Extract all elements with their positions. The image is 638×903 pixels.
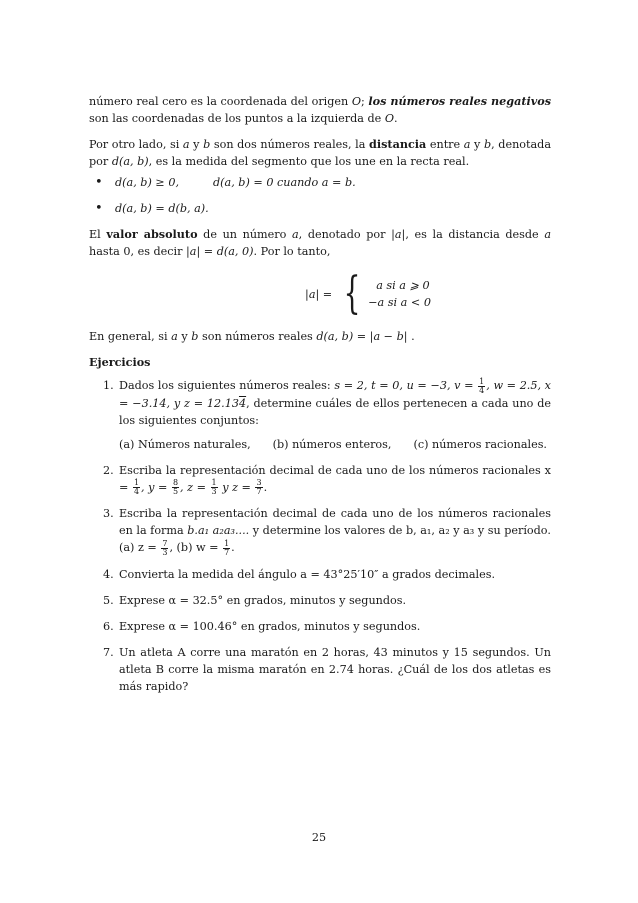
text: , es la medida del segmento que los une en la recta real. [148,155,470,168]
math-var: a [544,228,551,241]
math-var: b [203,138,211,151]
exercise-text: Un atleta A corre una maratón en 2 horas, 43 minutos y 15 segundos. Un atleta B corre la misma maratón en 2.74 horas. ¿Cuál de los dos atletas es más rapido? [119,645,551,693]
math-expr: d(a, b) = |a − b| [316,330,408,343]
exercise-item [89,592,551,609]
fraction: $\frac{1}{3}$ [211,478,217,496]
exercise-item [89,462,551,497]
subpart-a: (a) z = [119,541,161,554]
exercise-item [89,644,551,695]
text: y determine los valores de b, a₁, a₂ y a₃ y su período. [249,524,551,537]
text: Escriba la representación decimal de cada uno de los números racionales x = [119,463,551,494]
text: número real cero es la coordenada del origen [89,95,352,108]
exercise-number: 7. [103,645,114,659]
exercise-item [89,566,551,583]
text: Por otro lado, si [89,138,183,151]
subpart-b: , (b) w = [169,541,223,554]
exercise-number: 6. [103,619,114,633]
text: hasta 0, es decir [89,245,187,258]
distance-properties-list [89,174,551,217]
text: , es la distancia desde [405,228,545,241]
math-expr: s = 2, t = 0, u = −3, v = [334,379,478,392]
intro-paragraph [89,93,551,127]
exercise-text: Exprese α = 32.5° en grados, minutos y segundos. [119,593,407,607]
math-var: b [191,330,199,343]
text: . [263,480,268,494]
text: entre [426,138,464,151]
repeating-digit: 4 [238,396,247,410]
exercise-number: 2. [103,463,114,477]
term-absolute-value: valor absoluto [106,227,198,241]
text: son números reales [198,330,317,343]
left-brace: { [343,268,361,319]
case-negative: −a si a < 0 [368,296,431,309]
math-expr: |a| = d(a, 0) [186,245,254,258]
math-expr: |a| [391,228,406,241]
math-var: a [171,330,178,343]
exercise-text: Convierta la medida del ángulo a = 43°25′10″ a grados decimales. [119,567,496,581]
absolute-value-paragraph [89,226,551,260]
math-var: O [351,95,362,108]
general-distance-paragraph [89,328,551,345]
case-nonnegative: a si a ⩾ 0 [376,279,430,292]
math-expr: b.a₁ a₂a₃.... [187,524,250,537]
math-expr: , z = [180,480,210,494]
list-item [89,174,551,191]
term-distance: distancia [369,137,427,151]
exercise-list [89,377,551,695]
text: ; [361,95,369,108]
text: , denotado por [298,228,392,241]
text: y [470,138,484,151]
piecewise-cases [368,277,431,311]
math-var: a [463,138,471,151]
math-var: a [291,228,299,241]
exercise-number: 4. [103,567,114,581]
text: . [407,330,415,343]
fraction: $\frac{1}{4}$ [133,478,140,496]
fraction: $\frac{7}{3}$ [162,538,168,557]
exercise-item [89,618,551,635]
text: . Por lo tanto, [253,245,331,258]
math-expr: y z = [218,480,255,494]
math-var: a [182,138,190,151]
text: y [189,138,204,151]
exercise-number: 1. [103,379,114,392]
property-left: d(a, b) ≥ 0, [115,176,179,189]
text: . [231,541,235,554]
fraction: $\frac{3}{7}$ [256,478,262,496]
text: Escriba la representación decimal de cada uno de los números racionales en la forma [119,507,551,537]
property-left: d(a, b) = d(b, a). [115,202,209,215]
exercise-subparts [119,436,551,453]
list-item [89,200,551,217]
text: , denotada por [89,138,552,168]
page-content [89,93,551,704]
distance-paragraph [89,136,551,170]
text: son las coordenadas de los puntos a la izquierda de [89,112,385,125]
page-number: 25 [311,831,327,844]
math-expr: , y = [141,480,171,494]
absolute-value-definition [185,268,551,319]
text: , determine cuáles de ellos pertenecen a cada uno de los siguientes conjuntos: [119,396,551,427]
text: En general, si [89,330,172,343]
exercise-item [89,505,551,557]
term-negative-reals: los números reales negativos [368,94,551,108]
math-var: b [483,138,492,151]
math-expr: d(a, b) [111,155,149,168]
section-heading: Ejercicios [89,355,151,369]
fraction: $\frac{1}{7}$ [224,538,230,557]
fraction: $\frac{1}{4}$ [479,376,485,395]
fraction: $\frac{8}{5}$ [172,478,179,496]
text: Dados los siguientes números reales: [119,379,335,392]
text: El [89,228,107,241]
subpart-c: (c) números racionales. [413,437,547,451]
text: . [394,112,398,125]
exercise-text: Exprese α = 100.46° en grados, minutos y segundos. [119,619,421,633]
text: y [177,330,192,343]
property-right: d(a, b) = 0 cuando a = b. [213,176,356,189]
exercise-number: 3. [103,507,114,520]
piecewise-lhs: |a| = [305,287,333,301]
text: son dos números reales, la [210,138,370,151]
text: de un número [197,228,292,241]
subpart-b: (b) números enteros, [272,437,392,451]
math-var: O [384,112,395,125]
math-expr: , w = 2.5, x = −3.14, y z = 12.13 [119,379,551,410]
exercise-item [89,377,551,453]
exercise-number: 5. [103,593,114,607]
subpart-a: (a) Números naturales, [119,437,251,451]
